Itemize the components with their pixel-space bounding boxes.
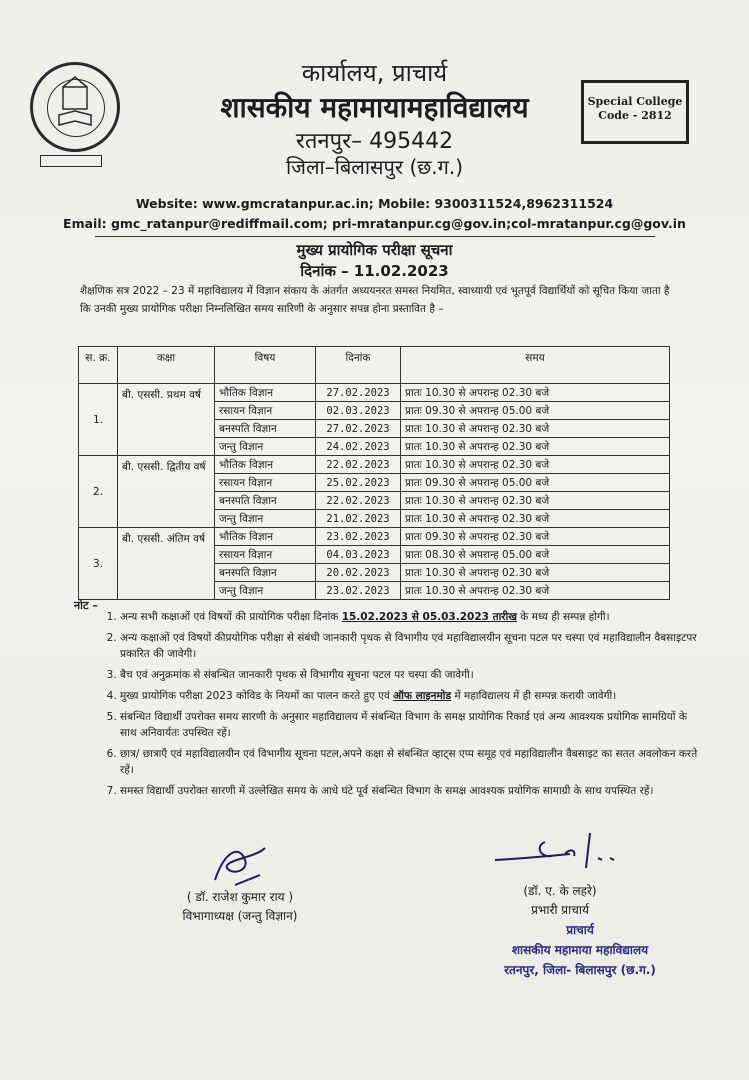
notice-date: दिनांक – 11.02.2023 xyxy=(300,262,449,280)
note-text: में महाविद्यालय में ही सम्पन्न करायी जावेगी। xyxy=(451,690,617,702)
table-row xyxy=(79,384,670,402)
table-row xyxy=(79,528,670,546)
principal-role: प्रभारी प्राचार्य xyxy=(531,903,589,917)
stamp-line: प्राचार्य xyxy=(566,923,594,937)
subject-cell: रसायन विज्ञान xyxy=(215,546,316,564)
exam-timetable xyxy=(78,346,670,600)
subject-cell: जन्तु विज्ञान xyxy=(215,582,316,600)
date-cell: 27.02.2023 xyxy=(316,384,401,402)
time-cell: प्रातः 09.30 से अपरान्ह 05.00 बजे xyxy=(401,474,670,492)
date-cell: 20.02.2023 xyxy=(316,564,401,582)
college-name: शासकीय महामायामहाविद्यालय xyxy=(220,91,529,124)
office-heading: कार्यालय, प्राचार्य xyxy=(301,59,448,87)
class-cell: बी. एससी. अंतिम वर्ष xyxy=(118,528,215,600)
date-cell: 24.02.2023 xyxy=(316,438,401,456)
date-cell: 21.02.2023 xyxy=(316,510,401,528)
note-date-range: 15.02.2023 से 05.03.2023 तारीख xyxy=(341,611,517,623)
code-line-2: Code - 2812 xyxy=(598,109,672,122)
time-cell: प्रातः 08.30 से अपरान्ह 05.00 बजे xyxy=(401,546,670,564)
note-text: छात्र/ छात्राएँ एवं महाविद्यालयीन एवं विभागीय सूचना पटल,अपने कक्षा से संबन्धित व्हाट्स एप्प समूह एवं महाविद्यालीन वैबसाइट का सतत अवलोकन करते रहें। xyxy=(120,748,698,776)
note-text: अन्य कक्षाओं एवं विषयों कीप्रयोगिक परीक्षा से संबंधी जानकारी पृथक से विभागीय एवं महाविद्यालयीन सूचना पटल पर चस्पा एवं महाविद्यालीन वैबसाइटपर प्रकारित की जावेगी। xyxy=(120,632,697,660)
col-header-class: कक्षा xyxy=(118,347,215,384)
note-text: समस्त विद्यार्थी उपरोक्त सारणी में उल्लेखित समय के आधे घंटे पूर्व संबन्धित विभाग के समक्ष आवश्यक प्रयोगिक सामाग्री के साथ यपस्थित रहें। xyxy=(120,785,654,797)
time-cell: प्रातः 10.30 से अपरान्ह 02.30 बजे xyxy=(401,420,670,438)
date-cell: 02.03.2023 xyxy=(316,402,401,420)
header-divider xyxy=(95,236,655,237)
note-text: संबन्धित विद्यार्थी उपरोक्त समय सारणी के अनुसार महाविद्यालय में संबन्धित विभाग के समक्ष प्रायोगिक रिकार्ड एवं अन्य आवश्यक प्रयोगिक सामग्रियों के साथ अनिवार्यतः उपस्थित रहें। xyxy=(120,711,687,739)
note-item xyxy=(120,609,700,625)
time-cell: प्रातः 10.30 से अपरान्ह 02.30 बजे xyxy=(401,492,670,510)
time-cell: प्रातः 10.30 से अपरान्ह 02.30 बजे xyxy=(401,564,670,582)
note-offline-mode: ऑफ लाइनमोड xyxy=(393,690,452,702)
time-cell: प्रातः 10.30 से अपरान्ह 02.30 बजे xyxy=(401,438,670,456)
notice-title: मुख्य प्रायोगिक परीक्षा सूचना xyxy=(296,241,453,259)
subject-cell: रसायन विज्ञान xyxy=(215,402,316,420)
hod-role: विभागाध्यक्ष (जन्तु विज्ञान) xyxy=(182,909,298,923)
subject-cell: बनस्पति विज्ञान xyxy=(215,420,316,438)
note-item xyxy=(120,667,700,683)
notes-label: नोट – xyxy=(74,599,98,612)
note-item xyxy=(120,746,700,778)
website-line: Website: www.gmcratanpur.ac.in; Mobile: 9300311524,8962311524 xyxy=(135,196,614,211)
email-line: Email: gmc_ratanpur@rediffmail.com; pri-mratanpur.cg@gov.in;col-mratanpur.cg@gov.in xyxy=(63,216,686,231)
college-code-box xyxy=(581,80,689,144)
col-header-date: दिनांक xyxy=(316,347,401,384)
date-cell: 04.03.2023 xyxy=(316,546,401,564)
city-pincode: रतनपुर– 495442 xyxy=(295,129,454,154)
note-text: मुख्य प्रायोगिक परीक्षा 2023 कोविड के नियमों का पालन करते हुए एवं xyxy=(120,690,394,702)
date-cell: 22.02.2023 xyxy=(316,492,401,510)
district-line: जिला–बिलासपुर (छ.ग.) xyxy=(285,155,464,179)
note-item xyxy=(120,688,700,704)
note-text: अन्य सभी कक्षाओं एवं विषयों की प्रायोगिक परीक्षा दिनांक xyxy=(120,611,342,623)
date-cell: 23.02.2023 xyxy=(316,582,401,600)
date-cell: 25.02.2023 xyxy=(316,474,401,492)
class-cell: बी. एससी. प्रथम वर्ष xyxy=(118,384,215,456)
date-cell: 22.02.2023 xyxy=(316,456,401,474)
note-text: के मध्य ही सम्पन्न होगी। xyxy=(516,611,610,623)
time-cell: प्रातः 10.30 से अपरान्ह 02.30 बजे xyxy=(401,510,670,528)
time-cell: प्रातः 10.30 से अपरान्ह 02.30 बजे xyxy=(401,582,670,600)
principal-name: (डॉ. ए. के लहरे) xyxy=(523,884,597,898)
code-line-1: Special College xyxy=(587,95,683,108)
notes-list xyxy=(98,604,700,799)
subject-cell: रसायन विज्ञान xyxy=(215,474,316,492)
serial-number-cell: 1. xyxy=(79,384,118,456)
col-header-subject: विषय xyxy=(215,347,316,384)
subject-cell: जन्तु विज्ञान xyxy=(215,510,316,528)
subject-cell: जन्तु विज्ञान xyxy=(215,438,316,456)
date-cell: 23.02.2023 xyxy=(316,528,401,546)
table-header-row xyxy=(79,347,670,384)
note-item xyxy=(120,630,700,662)
stamp-line: रतनपुर, जिला- बिलासपुर (छ.ग.) xyxy=(504,963,656,977)
table-row xyxy=(79,456,670,474)
hod-signature-icon xyxy=(205,840,275,890)
notice-intro: शैक्षणिक सत्र 2022 – 23 में महाविद्यालय में विज्ञान संकाय के अंतर्गत अध्ययनरत समस्त नियमित, स्वाध्यायी एवं भूतपूर्व विद्यार्थियों को सूचित किया जाता है कि उनकी मुख्य प्रायोगिक परीक्षा निम्नलिखित समय सारिणी के अनुसार सपन्न होना प्रस्तावित है – xyxy=(80,285,670,315)
time-cell: प्रातः 10.30 से अपरान्ह 02.30 बजे xyxy=(401,456,670,474)
principal-stamp xyxy=(470,920,690,980)
time-cell: प्रातः 10.30 से अपरान्ह 02.30 बजे xyxy=(401,384,670,402)
hod-name: ( डॉ. राजेश कुमार राय ) xyxy=(186,890,294,904)
serial-number-cell: 3. xyxy=(79,528,118,600)
subject-cell: बनस्पति विज्ञान xyxy=(215,564,316,582)
subject-cell: भौतिक विज्ञान xyxy=(215,384,316,402)
serial-number-cell: 2. xyxy=(79,456,118,528)
subject-cell: भौतिक विज्ञान xyxy=(215,528,316,546)
subject-cell: बनस्पति विज्ञान xyxy=(215,492,316,510)
note-item xyxy=(120,783,700,799)
note-text: बैच एवं अनुक्रमांक से संबन्धित जानकारी पृथक से विभागीय सूचना पटल पर चस्पा की जावेगी। xyxy=(120,669,474,681)
time-cell: प्रातः 09.30 से अपरान्ह 02.30 बजे xyxy=(401,528,670,546)
stamp-line: शासकीय महामाया महाविद्यालय xyxy=(511,943,649,957)
col-header-sn: स. क्र. xyxy=(79,347,118,384)
principal-signature-icon xyxy=(490,828,640,878)
time-cell: प्रातः 09.30 से अपरान्ह 05.00 बजे xyxy=(401,402,670,420)
note-item xyxy=(120,709,700,741)
class-cell: बी. एससी. द्वितीय वर्ष xyxy=(118,456,215,528)
col-header-time: समय xyxy=(401,347,670,384)
subject-cell: भौतिक विज्ञान xyxy=(215,456,316,474)
date-cell: 27.02.2023 xyxy=(316,420,401,438)
